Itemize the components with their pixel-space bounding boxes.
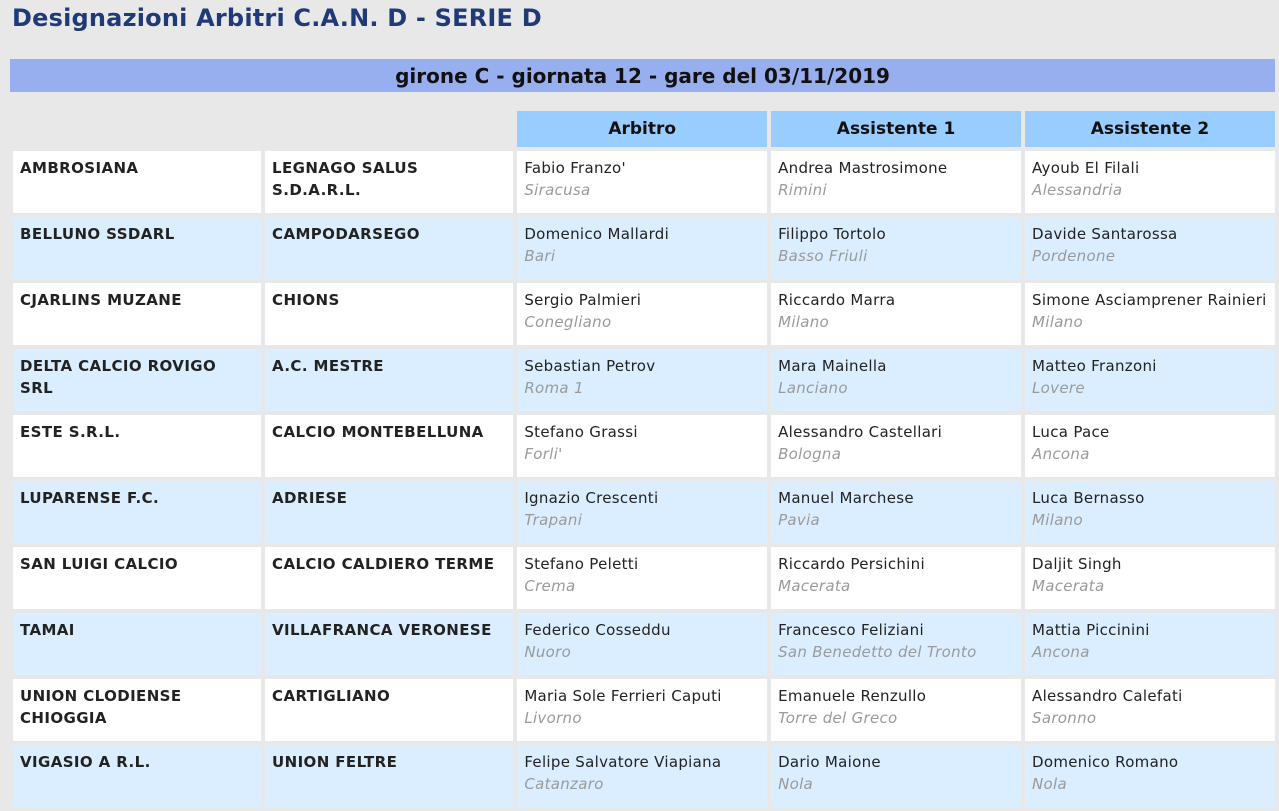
home-team: UNION CLODIENSE CHIOGGIA	[13, 679, 261, 741]
away-team: CALCIO MONTEBELLUNA	[265, 415, 513, 477]
assistant-2-name: Mattia Piccinini	[1032, 621, 1150, 639]
away-team: CALCIO CALDIERO TERME	[265, 547, 513, 609]
away-team: CAMPODARSEGO	[265, 217, 513, 279]
assistant-2-cell	[1025, 613, 1275, 675]
assistant-2-city: Lovere	[1032, 379, 1085, 397]
table-row	[13, 415, 1275, 477]
round-header: girone C - giornata 12 - gare del 03/11/2019	[10, 59, 1275, 92]
referee-cell	[517, 613, 767, 675]
assistant-2-name: Simone Asciamprener Rainieri	[1032, 291, 1267, 309]
referee-cell	[517, 745, 767, 807]
referee-city: Forli'	[524, 445, 563, 463]
table-row	[13, 481, 1275, 543]
referee-name: Sergio Palmieri	[524, 291, 642, 309]
assistant-1-name: Mara Mainella	[778, 357, 887, 375]
assistant-2-name: Domenico Romano	[1032, 753, 1179, 771]
table-row	[13, 679, 1275, 741]
away-team: CARTIGLIANO	[265, 679, 513, 741]
assistant-2-cell	[1025, 745, 1275, 807]
assistant-2-city: Nola	[1032, 775, 1067, 793]
assistant-2-cell	[1025, 547, 1275, 609]
assistant-1-name: Filippo Tortolo	[778, 225, 886, 243]
away-team: VILLAFRANCA VERONESE	[265, 613, 513, 675]
assistant-1-city: Torre del Greco	[778, 709, 898, 727]
referee-cell	[517, 415, 767, 477]
assistant-1-name: Alessandro Castellari	[778, 423, 943, 441]
assistant-2-city: Ancona	[1032, 643, 1090, 661]
assistant-2-city: Pordenone	[1032, 247, 1116, 265]
referee-city: Livorno	[524, 709, 582, 727]
assistant-1-cell	[771, 415, 1021, 477]
assistant-2-city: Saronno	[1032, 709, 1097, 727]
assistant-1-cell	[771, 217, 1021, 279]
assistant-1-cell	[771, 349, 1021, 411]
home-team: AMBROSIANA	[13, 151, 261, 213]
assistant-1-city: Milano	[778, 313, 830, 331]
referee-city: Crema	[524, 577, 576, 595]
assistant-2-city: Alessandria	[1032, 181, 1123, 199]
assistant-2-name: Matteo Franzoni	[1032, 357, 1157, 375]
assistant-1-cell	[771, 283, 1021, 345]
assistant-2-cell	[1025, 415, 1275, 477]
assistant-2-cell	[1025, 349, 1275, 411]
table-row	[13, 283, 1275, 345]
home-team: CJARLINS MUZANE	[13, 283, 261, 345]
home-team: VIGASIO A R.L.	[13, 745, 261, 807]
table-row	[13, 745, 1275, 807]
page-title: Designazioni Arbitri C.A.N. D - SERIE D	[12, 4, 542, 32]
assistant-1-name: Andrea Mastrosimone	[778, 159, 948, 177]
table-row	[13, 547, 1275, 609]
assistant-1-city: Lanciano	[778, 379, 848, 397]
home-team: LUPARENSE F.C.	[13, 481, 261, 543]
table-row	[13, 151, 1275, 213]
assistant-1-name: Dario Maione	[778, 753, 881, 771]
assistant-1-city: Bologna	[778, 445, 842, 463]
col-header-arbitro: Arbitro	[517, 111, 767, 147]
home-team: ESTE S.R.L.	[13, 415, 261, 477]
referee-name: Fabio Franzo'	[524, 159, 626, 177]
assistant-1-city: Rimini	[778, 181, 827, 199]
assistant-2-cell	[1025, 481, 1275, 543]
referee-cell	[517, 679, 767, 741]
referee-name: Federico Cosseddu	[524, 621, 671, 639]
assistant-1-cell	[771, 547, 1021, 609]
assistant-1-name: Riccardo Marra	[778, 291, 896, 309]
assistant-1-name: Riccardo Persichini	[778, 555, 925, 573]
assistant-2-city: Ancona	[1032, 445, 1090, 463]
col-header-assistente-2: Assistente 2	[1025, 111, 1275, 147]
referee-cell	[517, 217, 767, 279]
away-team: UNION FELTRE	[265, 745, 513, 807]
referee-city: Nuoro	[524, 643, 572, 661]
match-rows	[13, 151, 1275, 807]
away-team: ADRIESE	[265, 481, 513, 543]
referee-cell	[517, 481, 767, 543]
home-team: TAMAI	[13, 613, 261, 675]
referee-cell	[517, 547, 767, 609]
assistant-2-name: Daljit Singh	[1032, 555, 1122, 573]
referee-name: Stefano Peletti	[524, 555, 639, 573]
col-header-assistente-1: Assistente 1	[771, 111, 1021, 147]
assistant-2-city: Milano	[1032, 511, 1083, 529]
referee-cell	[517, 151, 767, 213]
referee-city: Roma 1	[524, 379, 584, 397]
assistant-1-city: Pavia	[778, 511, 821, 529]
assistant-2-cell	[1025, 151, 1275, 213]
away-team: LEGNAGO SALUS S.D.A.R.L.	[265, 151, 513, 213]
assistant-2-cell	[1025, 283, 1275, 345]
assistant-1-city: San Benedetto del Tronto	[778, 643, 977, 661]
assistant-1-cell	[771, 151, 1021, 213]
assistant-2-name: Davide Santarossa	[1032, 225, 1178, 243]
referee-name: Domenico Mallardi	[524, 225, 670, 243]
assistant-2-city: Milano	[1032, 313, 1083, 331]
home-team: BELLUNO SSDARL	[13, 217, 261, 279]
assistant-1-city: Nola	[778, 775, 814, 793]
away-team: A.C. MESTRE	[265, 349, 513, 411]
referee-cell	[517, 283, 767, 345]
referee-city: Trapani	[524, 511, 583, 529]
referee-city: Siracusa	[524, 181, 591, 199]
home-team: SAN LUIGI CALCIO	[13, 547, 261, 609]
assistant-2-cell	[1025, 679, 1275, 741]
assistant-1-name: Francesco Feliziani	[778, 621, 924, 639]
referee-city: Bari	[524, 247, 556, 265]
table-header-row	[13, 111, 1275, 147]
referee-name: Maria Sole Ferrieri Caputi	[524, 687, 722, 705]
assistant-1-city: Macerata	[778, 577, 851, 595]
assistant-1-cell	[771, 745, 1021, 807]
referee-name: Sebastian Petrov	[524, 357, 656, 375]
assistant-1-cell	[771, 613, 1021, 675]
assistant-1-name: Manuel Marchese	[778, 489, 914, 507]
assistant-2-name: Luca Bernasso	[1032, 489, 1145, 507]
referee-name: Stefano Grassi	[524, 423, 638, 441]
assistant-2-name: Alessandro Calefati	[1032, 687, 1183, 705]
away-team: CHIONS	[265, 283, 513, 345]
assistant-2-cell	[1025, 217, 1275, 279]
home-team: DELTA CALCIO ROVIGO SRL	[13, 349, 261, 411]
assistant-1-name: Emanuele Renzullo	[778, 687, 927, 705]
blank-header-away	[265, 111, 513, 147]
assistant-1-city: Basso Friuli	[778, 247, 868, 265]
designations-table	[9, 107, 1279, 811]
referee-name: Felipe Salvatore Viapiana	[524, 753, 722, 771]
blank-header-home	[13, 111, 261, 147]
table-row	[13, 217, 1275, 279]
referee-cell	[517, 349, 767, 411]
referee-name: Ignazio Crescenti	[524, 489, 659, 507]
referee-city: Conegliano	[524, 313, 612, 331]
assistant-2-name: Ayoub El Filali	[1032, 159, 1140, 177]
table-row	[13, 349, 1275, 411]
assistant-2-name: Luca Pace	[1032, 423, 1110, 441]
assistant-2-city: Macerata	[1032, 577, 1105, 595]
assistant-1-cell	[771, 679, 1021, 741]
referee-city: Catanzaro	[524, 775, 604, 793]
assistant-1-cell	[771, 481, 1021, 543]
table-row	[13, 613, 1275, 675]
